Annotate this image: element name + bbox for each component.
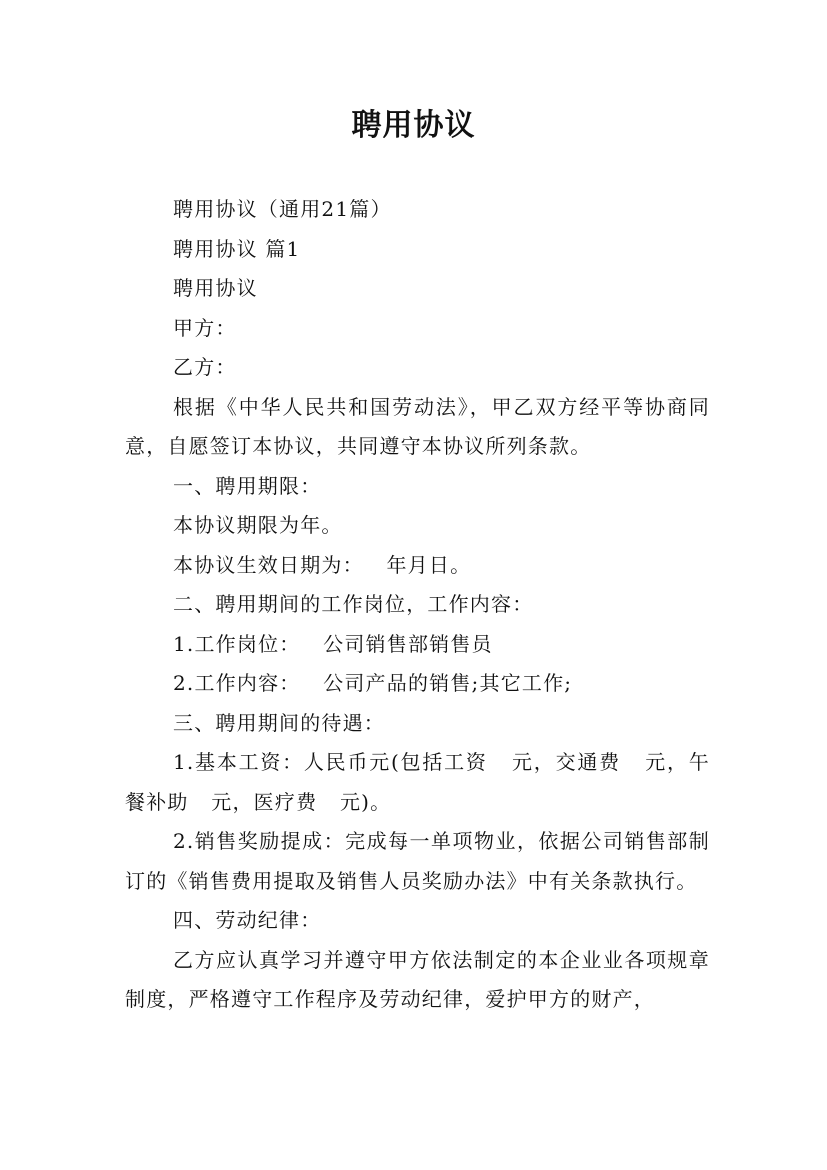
paragraph-subtitle: 聘用协议（通用21篇） [173, 197, 392, 221]
paragraph-term-duration: 本协议期限为年。 [173, 513, 343, 537]
paragraph-agreement-name: 聘用协议 [173, 276, 258, 300]
paragraph-legal-basis: 根据《中华人民共和国劳动法》，甲乙双方经平等协商同意，自愿签订本协议，共同遵守本协议所列条款。 [125, 394, 710, 458]
paragraph-position-heading: 二、聘用期间的工作岗位，工作内容： [173, 592, 534, 616]
paragraph-sales-commission: 2.销售奖励提成：完成每一单项物业，依据公司销售部制订的《销售费用提取及销售人员奖励办法》中有关条款执行。 [125, 829, 710, 893]
paragraph-base-salary: 1.基本工资：人民币元(包括工资 元，交通费 元，午餐补助 元，医疗费 元)。 [125, 750, 710, 814]
paragraph-discipline-heading: 四、劳动纪律： [173, 908, 322, 932]
paragraph-effective-date: 本协议生效日期为： 年月日。 [173, 552, 472, 577]
paragraph-compensation-heading: 三、聘用期间的待遇： [173, 710, 385, 735]
document-body [125, 190, 710, 1020]
paragraph-position: 1.工作岗位： 公司销售部销售员 [173, 631, 493, 656]
paragraph-party-b: 乙方： [173, 355, 237, 379]
paragraph-party-a: 甲方： [173, 315, 237, 340]
document-title: 聘用协议 [351, 108, 476, 143]
paragraph-section-heading: 聘用协议 篇1 [173, 236, 301, 261]
paragraph-term-heading: 一、聘用期限： [173, 473, 322, 498]
paragraph-discipline-text: 乙方应认真学习并遵守甲方依法制定的本企业业各项规章制度，严格遵守工作程序及劳动纪律，爱护甲方的财产， [125, 947, 710, 1011]
paragraph-work-content: 2.工作内容： 公司产品的销售;其它工作; [173, 671, 573, 695]
